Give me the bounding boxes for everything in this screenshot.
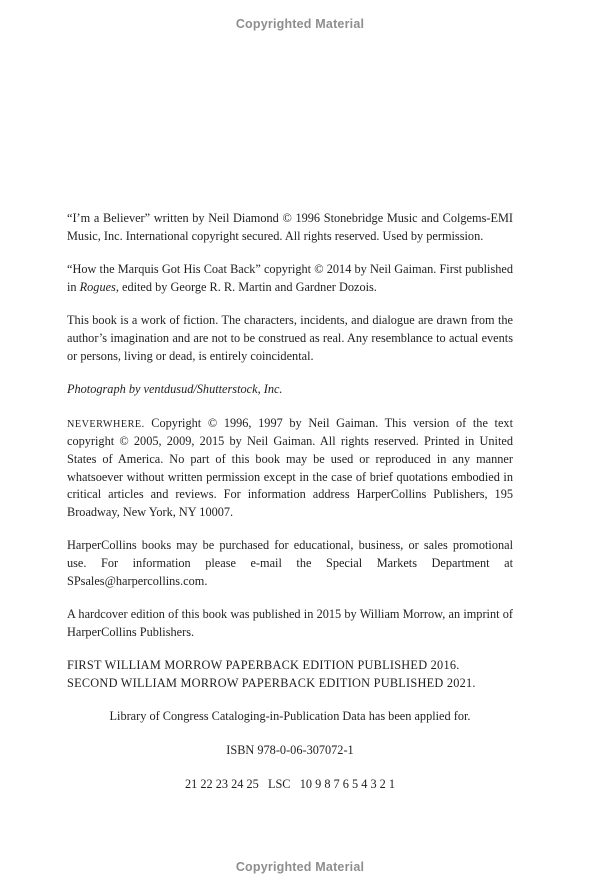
book-title-italic: Rogues: [79, 279, 116, 294]
copyright-text-block: [67, 210, 513, 809]
text-segment: Copyright © 1996, 1997 by Neil Gaiman. This version of the text copyright © 2005, 2009, 2015 by Neil Gaiman. All rights reserved. Printed in United States of America. No part of this book may be used or reproduced in any manner whatsoever without written permission except in the case of brief quotations embodied in critical articles and reviews. For information address HarperCollins Publishers, 195 Broadway, New York, NY 10007.: [67, 415, 513, 519]
watermark-bottom: Copyrighted Material: [235, 860, 365, 874]
edition-notice-first: FIRST WILLIAM MORROW PAPERBACK EDITION PUBLISHED 2016.: [67, 658, 460, 673]
paragraph-special-markets: HarperCollins books may be purchased for educational, business, or sales promotional use. For information please e-mail the Special Markets Department at SPsales@harpercollins.com.: [67, 538, 513, 588]
paragraph-copyright-notice: [67, 415, 513, 522]
watermark-top: Copyrighted Material: [235, 17, 365, 31]
edition-notice-second: SECOND WILLIAM MORROW PAPERBACK EDITION PUBLISHED 2021.: [67, 675, 476, 690]
library-of-congress-line: Library of Congress Cataloging-in-Publication Data has been applied for.: [109, 709, 471, 724]
edition-notices: [67, 657, 513, 692]
paragraph-photo-credit: Photograph by ventdusud/Shutterstock, Inc.: [67, 382, 283, 397]
text-segment: , edited by George R. R. Martin and Gardner Dozois.: [115, 279, 377, 294]
paragraph-fiction-disclaimer: This book is a work of fiction. The characters, incidents, and dialogue are drawn from the author’s imagination and are not to be construed as real. Any resemblance to actual events or persons, living or dead, is entirely coincidental.: [67, 313, 513, 363]
paragraph-believer-credit: “I’m a Believer” written by Neil Diamond © 1996 Stonebridge Music and Colgems-EMI Music, Inc. International copyright secured. All rights reserved. Used by permission.: [67, 211, 513, 243]
paragraph-marquis-credit: [67, 261, 513, 296]
text-segment: “How the Marquis Got His Coat Back” copyright © 2014 by Neil Gaiman. First published in: [67, 262, 513, 294]
book-title-smallcaps: NEVERWHERE.: [67, 418, 145, 430]
printer-key-line: 21 22 23 24 25 LSC 10 9 8 7 6 5 4 3 2 1: [184, 776, 396, 791]
paragraph-hardcover-edition: A hardcover edition of this book was published in 2015 by William Morrow, an imprint of HarperCollins Publishers.: [67, 607, 513, 639]
isbn-line: ISBN 978-0-06-307072-1: [226, 743, 354, 758]
